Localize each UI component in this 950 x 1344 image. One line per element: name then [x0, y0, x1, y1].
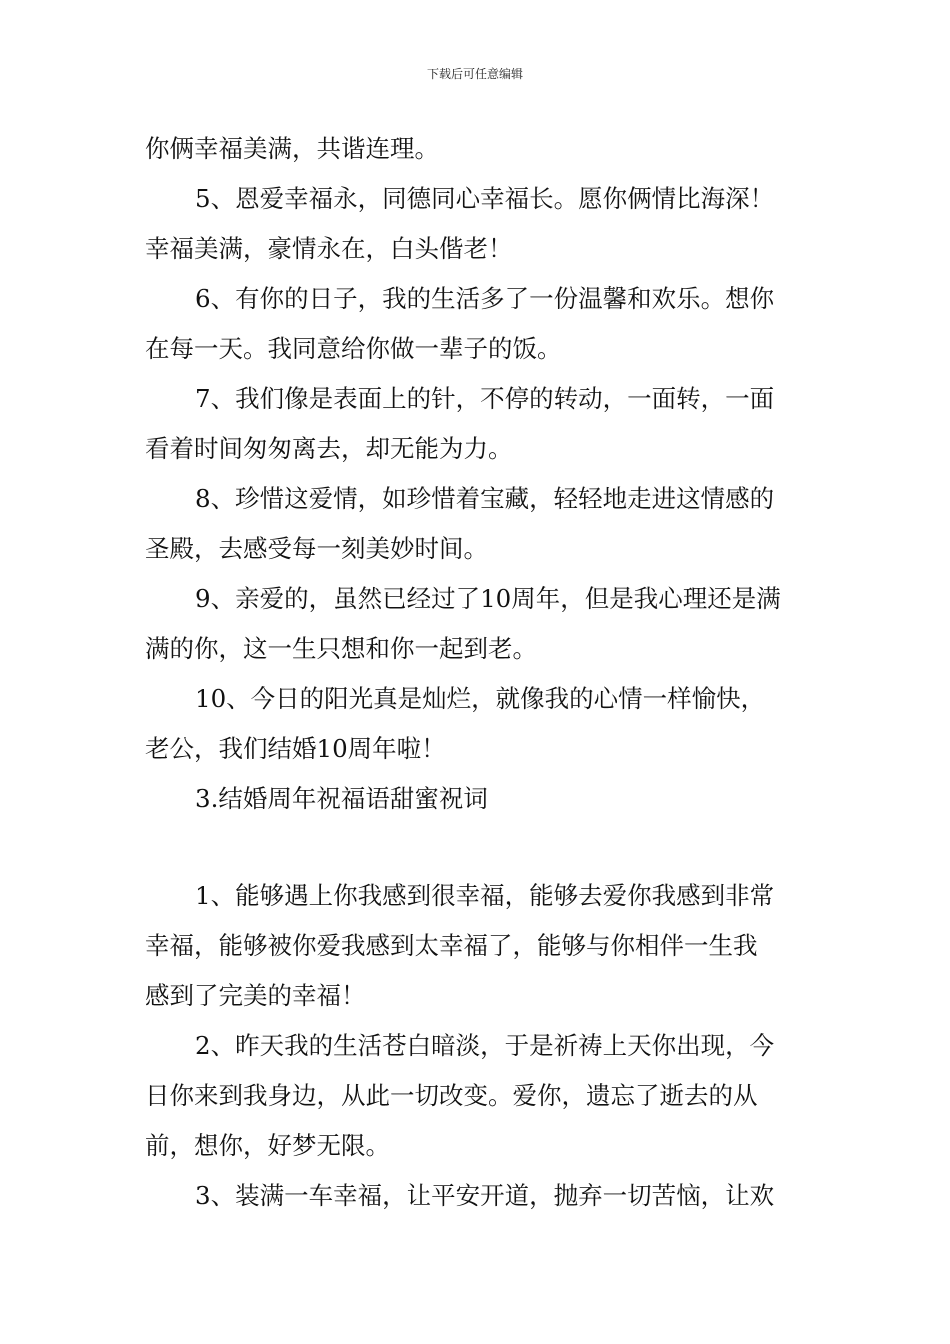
text-line: 感到了完美的幸福！: [145, 981, 366, 1010]
text-line: 老公，我们结婚10周年啦！: [145, 734, 446, 763]
text-line: 幸福美满，豪情永在，白头偕老！: [145, 234, 513, 263]
text-line: 前，想你，好梦无限。: [145, 1131, 390, 1160]
text-line: 满的你，这一生只想和你一起到老。: [145, 634, 537, 663]
text-line: 幸福，能够被你爱我感到太幸福了，能够与你相伴一生我: [145, 931, 758, 960]
section-heading: 3.结婚周年祝福语甜蜜祝词: [195, 784, 488, 813]
text-line: 6、有你的日子，我的生活多了一份温馨和欢乐。想你: [195, 284, 775, 313]
text-line: 1、能够遇上你我感到很幸福，能够去爱你我感到非常: [195, 881, 775, 910]
text-line: 10、今日的阳光真是灿烂，就像我的心情一样愉快，: [195, 684, 766, 713]
text-line: 圣殿，去感受每一刻美妙时间。: [145, 534, 488, 563]
text-line: 3、装满一车幸福，让平安开道，抛弃一切苦恼，让欢: [195, 1181, 775, 1210]
text-line: 2、昨天我的生活苍白暗淡，于是祈祷上天你出现，今: [195, 1031, 775, 1060]
text-line: 你俩幸福美满，共谐连理。: [145, 134, 439, 163]
page-header: 下载后可任意编辑: [426, 67, 523, 81]
text-line: 9、亲爱的，虽然已经过了10周年，但是我心理还是满: [195, 584, 781, 613]
text-line: 7、我们像是表面上的针，不停的转动，一面转，一面: [195, 384, 775, 413]
text-line: 8、珍惜这爱情，如珍惜着宝藏，轻轻地走进这情感的: [195, 484, 775, 513]
text-line: 看着时间匆匆离去，却无能为力。: [145, 434, 513, 463]
text-line: 日你来到我身边，从此一切改变。爱你，遗忘了逝去的从: [145, 1081, 758, 1110]
text-line: 在每一天。我同意给你做一辈子的饭。: [145, 334, 562, 363]
text-line: 5、恩爱幸福永，同德同心幸福长。愿你俩情比海深！: [195, 184, 775, 213]
